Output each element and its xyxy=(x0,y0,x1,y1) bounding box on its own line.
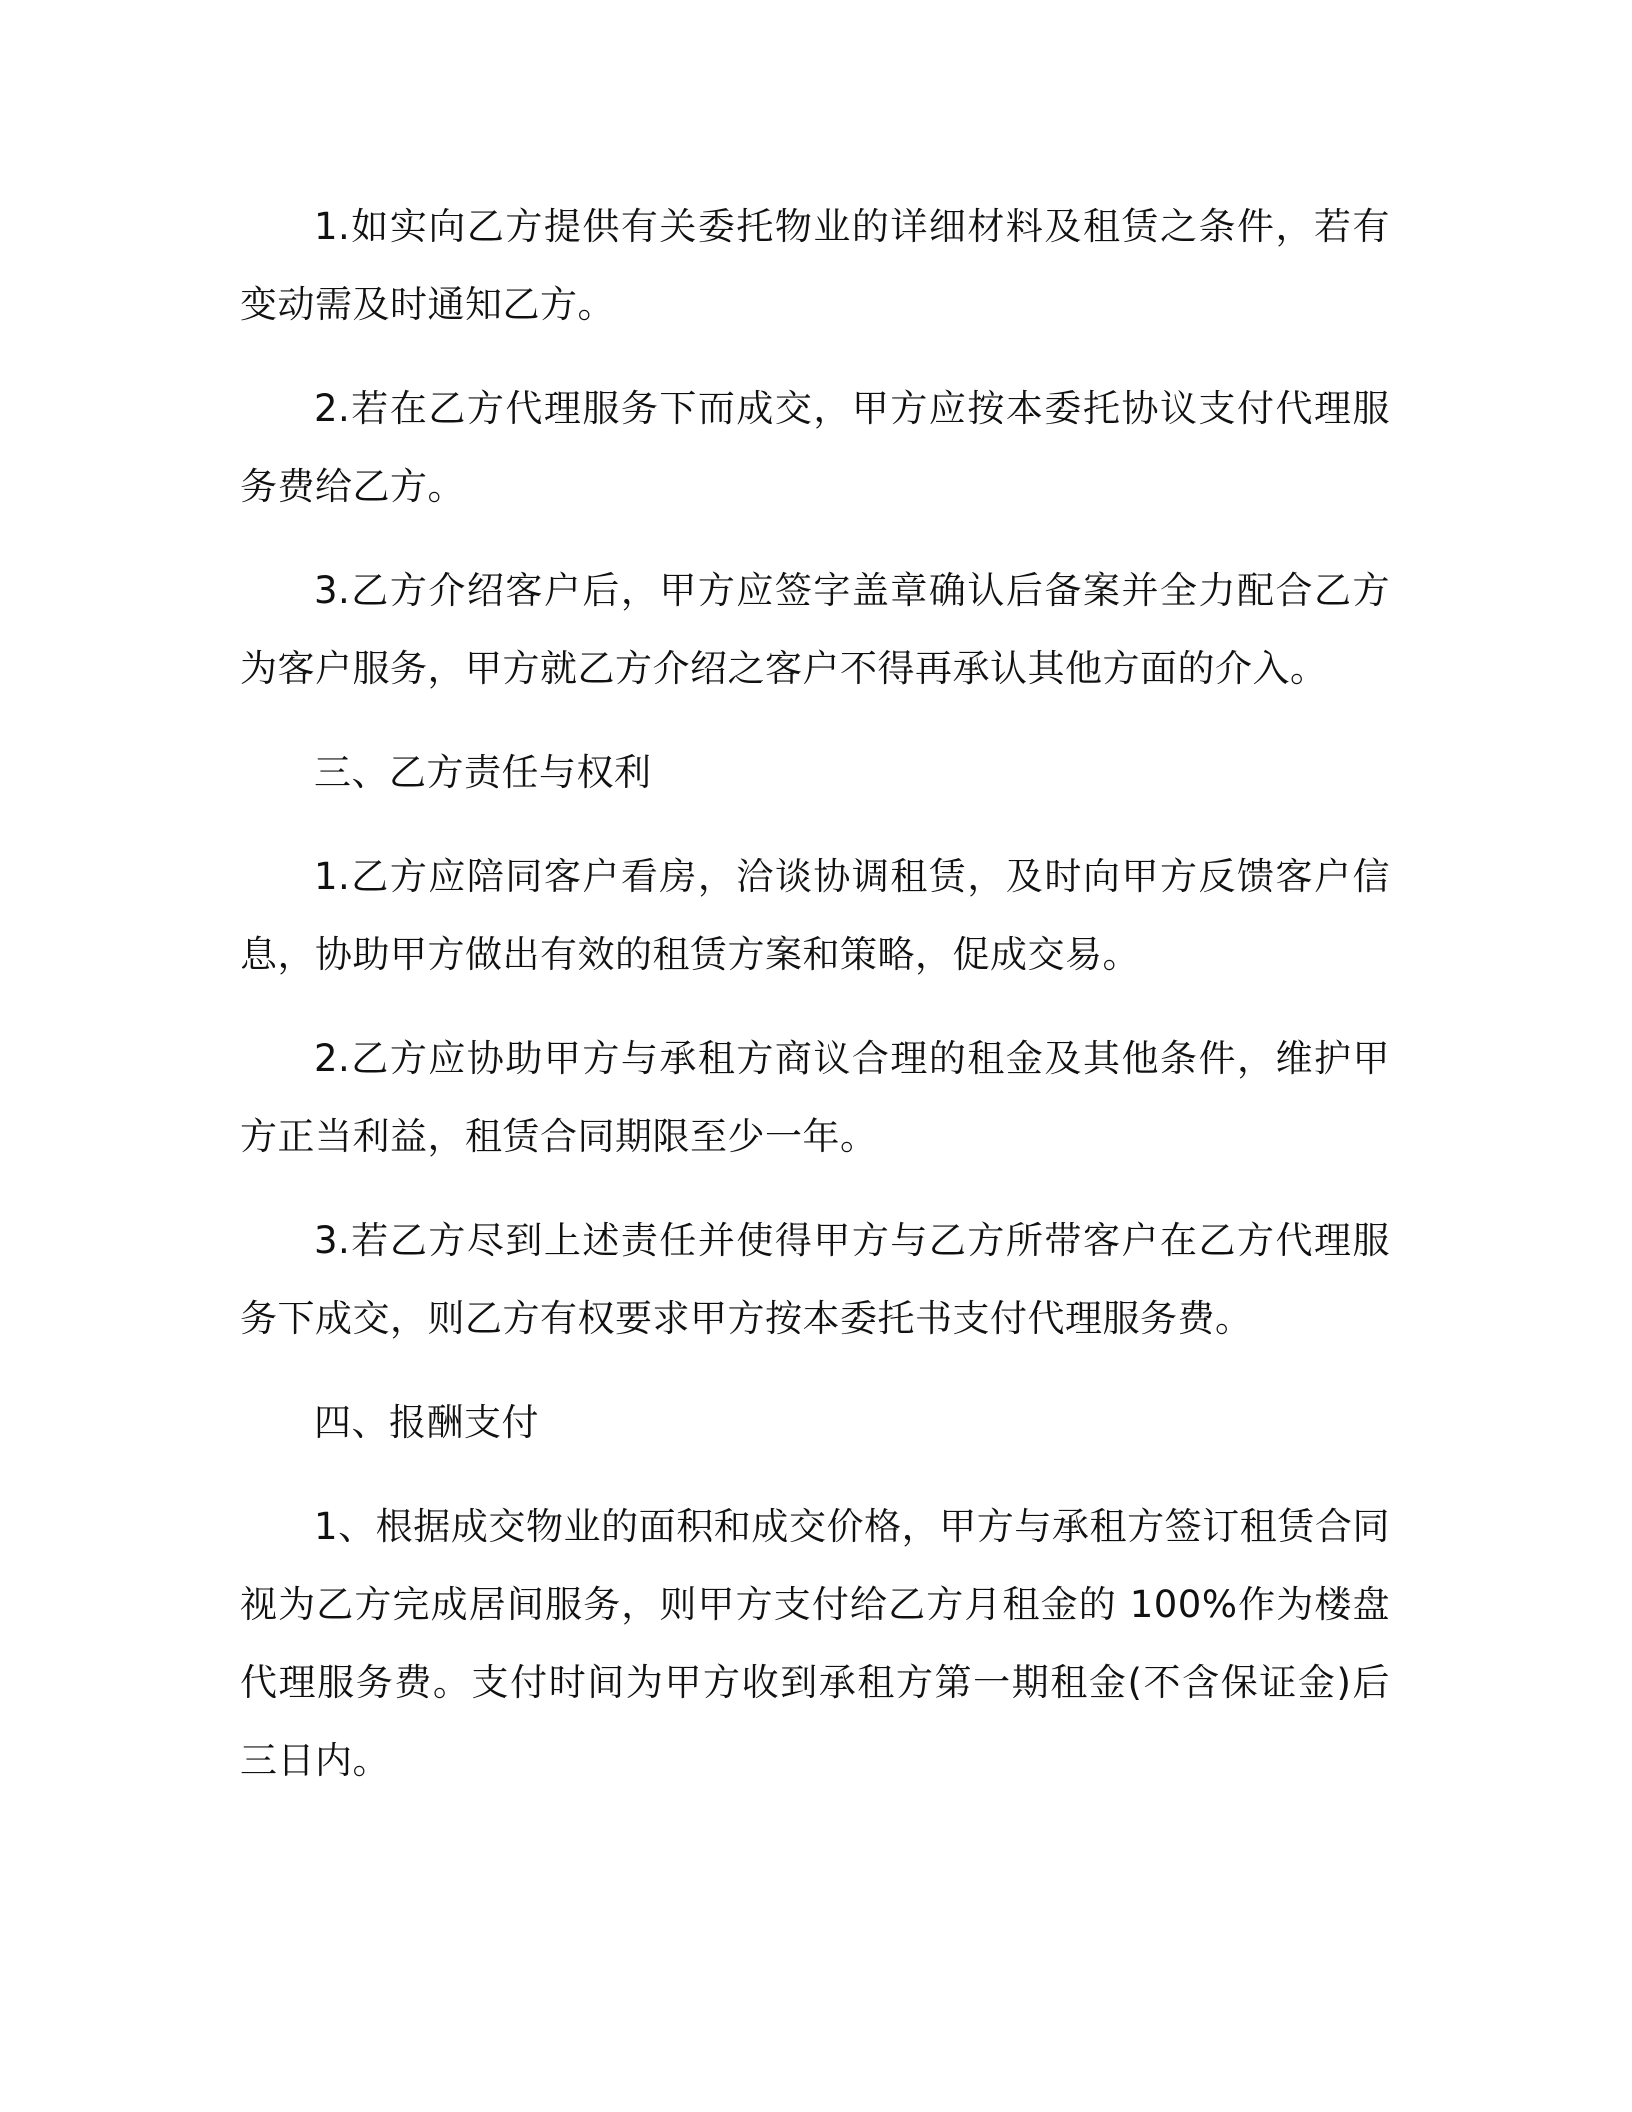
paragraph-party-a-obligation-3: 3.乙方介绍客户后，甲方应签字盖章确认后备案并全力配合乙方为客户服务，甲方就乙方介绍之客户不得再承认其他方面的介入。 xyxy=(240,569,1390,690)
paragraph-party-b-duty-2: 2.乙方应协助甲方与承租方商议合理的租金及其他条件，维护甲方正当利益，租赁合同期限至少一年。 xyxy=(240,1037,1390,1158)
paragraph-party-a-obligation-2: 2.若在乙方代理服务下而成交，甲方应按本委托协议支付代理服务费给乙方。 xyxy=(240,387,1390,508)
paragraph-party-b-duty-3: 3.若乙方尽到上述责任并使得甲方与乙方所带客户在乙方代理服务下成交，则乙方有权要求甲方按本委托书支付代理服务费。 xyxy=(240,1219,1390,1340)
paragraph-payment-1: 1、根据成交物业的面积和成交价格，甲方与承租方签订租赁合同视为乙方完成居间服务，则甲方支付给乙方月租金的 100%作为楼盘代理服务费。支付时间为甲方收到承租方第一期租金(不含保证金)后三日内。 xyxy=(240,1505,1390,1782)
section-heading-payment: 四、报酬支付 xyxy=(314,1401,539,1444)
document-body xyxy=(240,188,1390,1826)
paragraph-party-a-obligation-1: 1.如实向乙方提供有关委托物业的详细材料及租赁之条件，若有变动需及时通知乙方。 xyxy=(240,205,1390,326)
section-heading-party-b-duties: 三、乙方责任与权利 xyxy=(314,751,652,794)
paragraph-party-b-duty-1: 1.乙方应陪同客户看房，洽谈协调租赁，及时向甲方反馈客户信息，协助甲方做出有效的租赁方案和策略，促成交易。 xyxy=(240,855,1390,976)
